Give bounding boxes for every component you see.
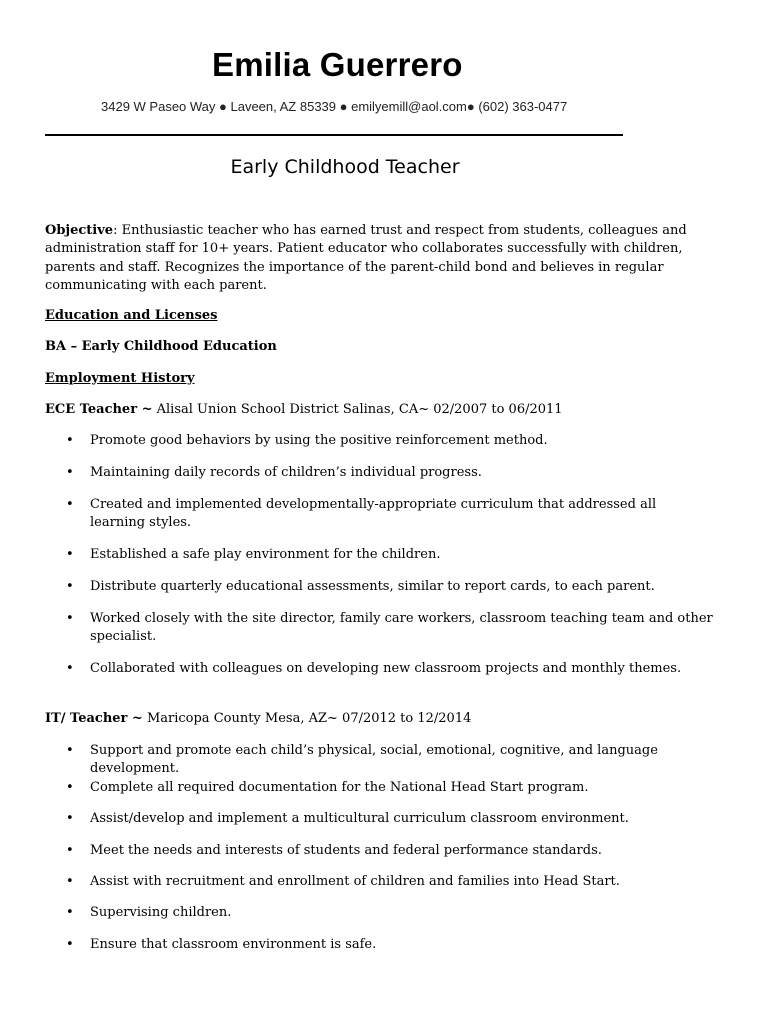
objective-text: : Enthusiastic teacher who has earned trust and respect from students, colleagues and administration staff for 10+ years. Patient educator who collaborates successfully with children, parents and staff. Recognizes the importance of the parent-child bond and believes in regular communicating with each parent. [45, 223, 687, 293]
spacer [45, 692, 715, 710]
list-item: • Established a safe play environment for the children. [45, 546, 715, 564]
contact-info: 3429 W Paseo Way ● Laveen, AZ 85339 ● emilyemill@aol.com● (602) 363-0477 [101, 99, 568, 114]
list-item: • Maintaining daily records of children’s individual progress. [45, 464, 715, 482]
position-title: Early Childhood Teacher [230, 156, 460, 178]
job-duties-list [45, 742, 715, 954]
job-title: IT/ Teacher ~ [45, 711, 143, 727]
list-item: • Created and implemented developmentally-appropriate curriculum that addressed all learning styles. [45, 496, 715, 533]
job-title: ECE Teacher ~ [45, 402, 153, 418]
resume-body [45, 222, 715, 967]
degree: BA – Early Childhood Education [45, 339, 277, 355]
job-details: Alisal Union School District Salinas, CA~ 02/2007 to 06/2011 [152, 402, 563, 418]
job-details: Maricopa County Mesa, AZ~ 07/2012 to 12/2014 [142, 711, 472, 727]
list-item: • Supervising children. [45, 904, 715, 922]
list-item: • Collaborated with colleagues on developing new classroom projects and monthly themes. [45, 660, 715, 678]
header-divider [45, 134, 623, 136]
list-item: • Worked closely with the site director, family care workers, classroom teaching team and other specialist. [45, 610, 715, 647]
objective-paragraph [45, 222, 715, 295]
applicant-name: Emilia Guerrero [212, 46, 463, 83]
list-item: • Ensure that classroom environment is safe. [45, 936, 715, 954]
list-item: • Distribute quarterly educational assessments, similar to report cards, to each parent. [45, 578, 715, 596]
list-item: • Assist/develop and implement a multicultural curriculum classroom environment. [45, 810, 715, 828]
education-heading: Education and Licenses [45, 308, 218, 324]
employment-heading: Employment History [45, 370, 195, 386]
list-item: • Promote good behaviors by using the positive reinforcement method. [45, 432, 715, 450]
job-header [45, 401, 715, 419]
job-duties-list [45, 432, 715, 678]
job-header [45, 710, 715, 728]
objective-label: Objective [45, 223, 114, 238]
list-item: • Complete all required documentation for the National Head Start program. [45, 779, 715, 797]
list-item: • Support and promote each child’s physical, social, emotional, cognitive, and language development. [45, 742, 715, 779]
list-item: • Meet the needs and interests of students and federal performance standards. [45, 842, 715, 860]
list-item: • Assist with recruitment and enrollment of children and families into Head Start. [45, 873, 715, 891]
